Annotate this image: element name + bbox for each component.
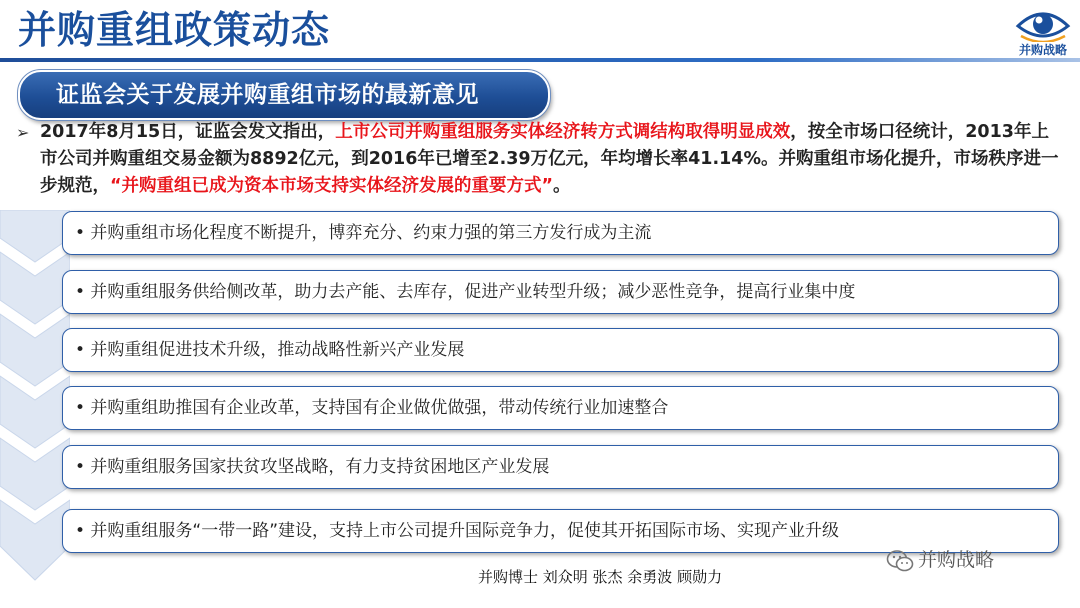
title-divider xyxy=(0,58,1080,62)
point-item xyxy=(62,445,1059,489)
point-text: • 并购重组助推国有企业改革，支持国有企业做优做强，带动传统行业加速整合 xyxy=(75,398,669,418)
intro-paragraph xyxy=(16,119,1065,200)
brand-logo xyxy=(1012,6,1074,60)
authors-credit: 并购博士 刘众明 张杰 余勇波 顾勋力 xyxy=(478,568,723,586)
intro-highlight-2: “并购重组已成为资本市场支持实体经济发展的重要方式” xyxy=(110,176,554,196)
chevron-down-icon xyxy=(0,252,70,324)
intro-text-2: ，按全市场口径统计，2013年上市公司并购重组交易金额为8892亿元，到2016年已增至2.39万亿元，年均增长率41.14%。并购重组市场化提升，市场秩序进一步规范， xyxy=(40,122,1059,196)
point-item xyxy=(62,211,1059,255)
chevron-down-icon xyxy=(0,210,70,262)
chevron-down-icon xyxy=(0,500,70,580)
chevron-down-icon xyxy=(0,438,70,510)
watermark-text: 并购战略 xyxy=(918,549,995,571)
point-item xyxy=(62,386,1059,430)
arrow-bullet-icon: ➢ xyxy=(16,123,30,142)
chevron-column xyxy=(0,210,70,590)
point-item xyxy=(62,328,1059,372)
point-text: • 并购重组促进技术升级，推动战略性新兴产业发展 xyxy=(75,340,465,360)
intro-text-1: 2017年8月15日，证监会发文指出， xyxy=(40,122,336,142)
point-text: • 并购重组服务“一带一路”建设，支持上市公司提升国际竞争力，促使其开拓国际市场、实现产业升级 xyxy=(75,521,840,541)
point-item xyxy=(62,270,1059,314)
wechat-icon xyxy=(886,549,914,573)
point-text: • 并购重组市场化程度不断提升，博弈充分、约束力强的第三方发行成为主流 xyxy=(75,223,652,243)
section-title: 证监会关于发展并购重组市场的最新意见 xyxy=(56,82,479,108)
logo-text: 并购战略 xyxy=(1018,43,1067,57)
intro-text-3: 。 xyxy=(553,176,571,196)
eye-icon xyxy=(1015,6,1071,42)
wechat-watermark xyxy=(886,546,994,574)
point-text: • 并购重组服务供给侧改革，助力去产能、去库存，促进产业转型升级；减少恶性竞争，提高行业集中度 xyxy=(75,282,856,302)
intro-highlight-1: 上市公司并购重组服务实体经济转方式调结构取得明显成效 xyxy=(335,122,791,142)
chevron-down-icon xyxy=(0,376,70,448)
point-text: • 并购重组服务国家扶贫攻坚战略，有力支持贫困地区产业发展 xyxy=(75,457,550,477)
section-banner xyxy=(18,70,550,120)
page-title: 并购重组政策动态 xyxy=(18,8,331,52)
chevron-down-icon xyxy=(0,314,70,386)
